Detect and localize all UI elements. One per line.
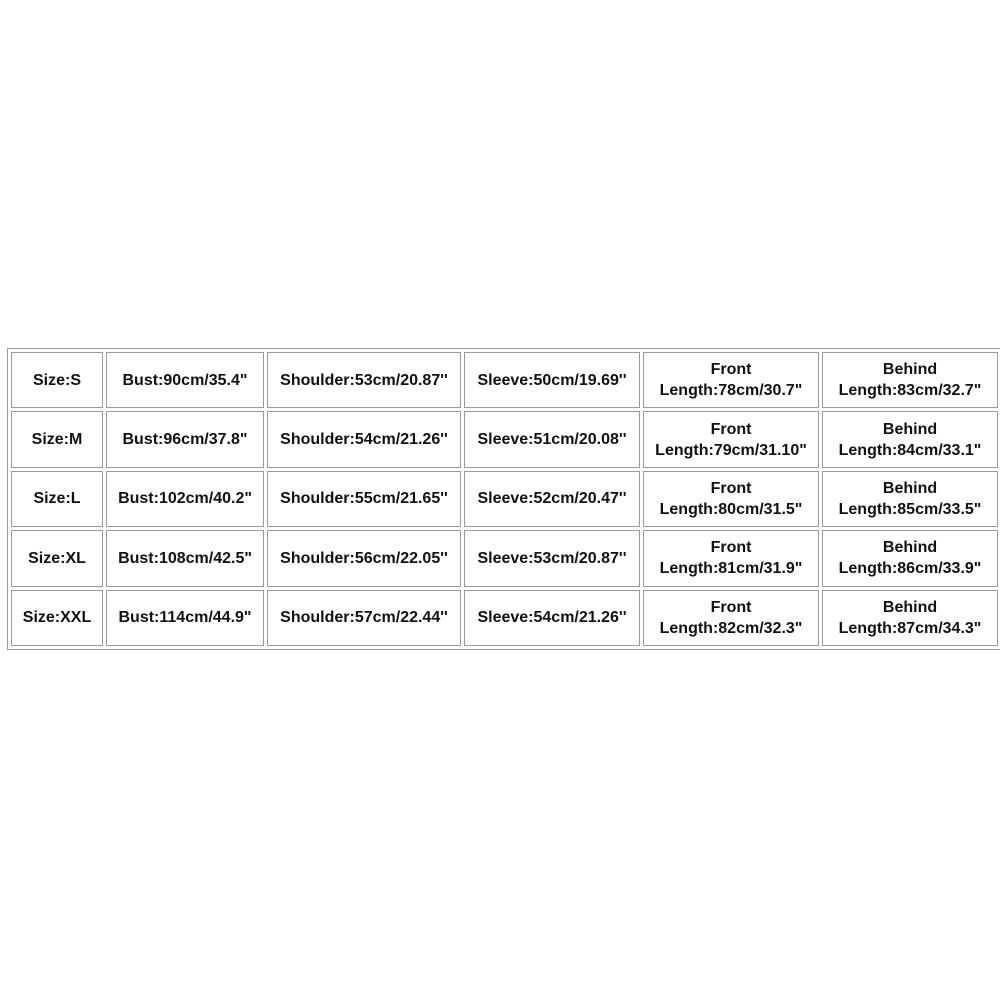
- front-length-value: Length:78cm/30.7": [659, 382, 803, 400]
- front-length-label: Front: [710, 361, 752, 379]
- bust-cell: Bust:96cm/37.8": [106, 411, 264, 467]
- shoulder-cell: Shoulder:55cm/21.65'': [267, 471, 461, 527]
- behind-length-value: Length:86cm/33.9": [838, 560, 982, 578]
- front-length-label: Front: [710, 420, 752, 438]
- front-length-label: Front: [710, 539, 752, 557]
- behind-length-label: Behind: [882, 539, 938, 557]
- sleeve-cell: Sleeve:53cm/20.87'': [464, 530, 640, 586]
- bust-cell: Bust:90cm/35.4": [106, 352, 264, 408]
- table-row: [11, 590, 998, 646]
- behind-length-label: Behind: [882, 479, 938, 497]
- size-cell: Size:S: [11, 352, 103, 408]
- size-chart-body: [11, 352, 998, 646]
- shoulder-cell: Shoulder:56cm/22.05'': [267, 530, 461, 586]
- behind-length-label: Behind: [882, 420, 938, 438]
- behind-length-cell: [822, 471, 998, 527]
- front-length-value: Length:80cm/31.5": [659, 500, 803, 518]
- size-cell: Size:L: [11, 471, 103, 527]
- behind-length-cell: [822, 411, 998, 467]
- table-row: [11, 352, 998, 408]
- size-cell: Size:XXL: [11, 590, 103, 646]
- front-length-cell: [643, 530, 819, 586]
- size-chart-table: [7, 348, 1000, 650]
- table-row: [11, 530, 998, 586]
- sleeve-cell: Sleeve:50cm/19.69'': [464, 352, 640, 408]
- bust-cell: Bust:114cm/44.9": [106, 590, 264, 646]
- sleeve-cell: Sleeve:51cm/20.08'': [464, 411, 640, 467]
- front-length-label: Front: [710, 479, 752, 497]
- table-row: [11, 471, 998, 527]
- front-length-cell: [643, 352, 819, 408]
- front-length-label: Front: [710, 598, 752, 616]
- sleeve-cell: Sleeve:52cm/20.47'': [464, 471, 640, 527]
- front-length-value: Length:79cm/31.10": [655, 441, 807, 459]
- behind-length-cell: [822, 590, 998, 646]
- behind-length-cell: [822, 352, 998, 408]
- shoulder-cell: Shoulder:54cm/21.26'': [267, 411, 461, 467]
- size-cell: Size:M: [11, 411, 103, 467]
- bust-cell: Bust:108cm/42.5": [106, 530, 264, 586]
- front-length-value: Length:82cm/32.3": [659, 619, 803, 637]
- behind-length-value: Length:85cm/33.5": [838, 500, 982, 518]
- behind-length-label: Behind: [882, 361, 938, 379]
- size-cell: Size:XL: [11, 530, 103, 586]
- sleeve-cell: Sleeve:54cm/21.26'': [464, 590, 640, 646]
- behind-length-value: Length:87cm/34.3": [838, 619, 982, 637]
- shoulder-cell: Shoulder:57cm/22.44'': [267, 590, 461, 646]
- table-row: [11, 411, 998, 467]
- front-length-cell: [643, 411, 819, 467]
- bust-cell: Bust:102cm/40.2": [106, 471, 264, 527]
- shoulder-cell: Shoulder:53cm/20.87'': [267, 352, 461, 408]
- behind-length-cell: [822, 530, 998, 586]
- behind-length-label: Behind: [882, 598, 938, 616]
- behind-length-value: Length:84cm/33.1": [838, 441, 982, 459]
- behind-length-value: Length:83cm/32.7": [838, 382, 982, 400]
- front-length-cell: [643, 471, 819, 527]
- front-length-cell: [643, 590, 819, 646]
- front-length-value: Length:81cm/31.9": [659, 560, 803, 578]
